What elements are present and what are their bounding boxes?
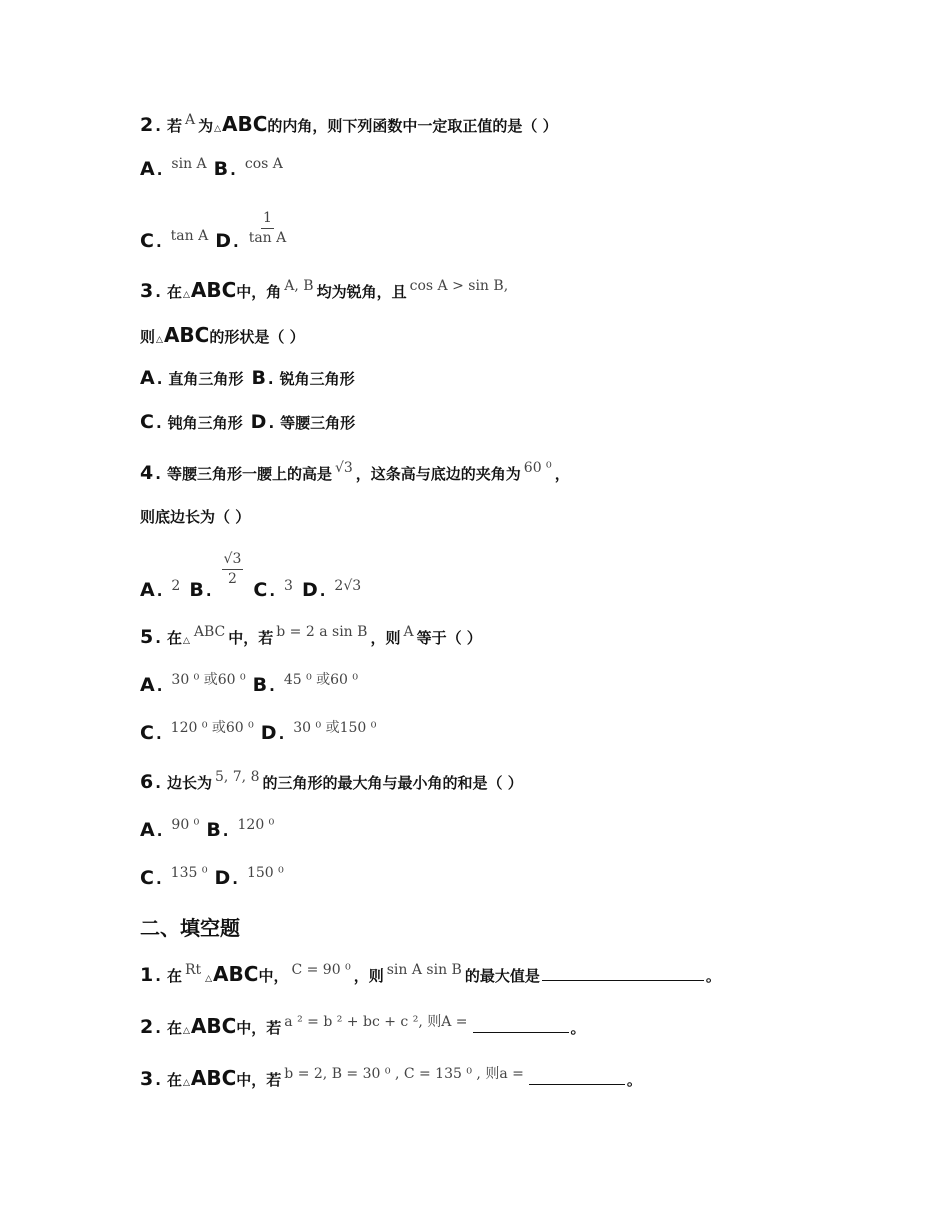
option-label-c: C <box>140 230 154 252</box>
q3-stem-line2 <box>140 323 305 347</box>
q2-abc: ABC <box>222 112 268 136</box>
q3-stem: 3 . 在 △ ABC 中，角 A, B 均为锐角，且 cos A > sin B, <box>140 278 509 302</box>
option-label-d: D <box>260 722 277 744</box>
option-label-c: C <box>253 579 268 601</box>
fraction-numerator: 1 <box>261 210 274 229</box>
q3-option-a-text: 直角三角形 <box>168 370 244 388</box>
f2-text-1: 在 <box>166 1019 182 1037</box>
option-label-c: C <box>140 722 154 744</box>
q2-stem: 2 . 若 A 为 △ ABC 的内角，则下列函数中一定取正值的是（ ） <box>140 112 558 136</box>
q3-text-3: 均为锐角，且 <box>316 283 407 301</box>
answer-blank[interactable] <box>529 1070 625 1085</box>
q5-text-2: 中，若 <box>228 629 274 647</box>
option-label-c: C <box>140 411 154 433</box>
q4-option-d-math: 2√3 <box>334 578 362 594</box>
q5-option-b-math: 45 ⁰ 或60 ⁰ <box>283 672 359 688</box>
question-number: 3 <box>140 280 154 302</box>
q6-option-c-math: 135 ⁰ <box>170 865 208 881</box>
q6-option-d-math: 150 ⁰ <box>246 865 284 881</box>
q2-option-b-math: cos A <box>244 156 283 172</box>
q5-math-condition: b = 2 a sin B <box>276 624 368 640</box>
option-label-b: B <box>251 367 266 389</box>
option-label-c: C <box>140 867 154 889</box>
q4-text-1: 等腰三角形一腰上的高是 <box>166 465 332 483</box>
q4-options: A . 2 B . $\frac{√3}{2}$ C . 3 D . 2√3 <box>140 551 362 601</box>
question-number: 2 <box>140 114 154 136</box>
q6-option-a-math: 90 ⁰ <box>171 817 200 833</box>
option-label-b: B <box>213 158 229 180</box>
q5-stem: 5 . 在 △ ABC 中，若 b = 2 a sin B ，则 A 等于（ ） <box>140 624 482 648</box>
q6-options-ab: A . 90 ⁰ B . 120 ⁰ <box>140 817 275 841</box>
option-label-a: A <box>140 674 155 696</box>
f3-end: 。 <box>626 1071 642 1089</box>
f1-text-2: 中， <box>258 967 289 985</box>
question-number: 4 <box>140 462 154 484</box>
question-number: 6 <box>140 771 154 793</box>
option-label-b: B <box>252 674 268 696</box>
option-label-a: A <box>140 158 155 180</box>
f3-text-1: 在 <box>166 1071 182 1089</box>
option-label-d: D <box>214 867 231 889</box>
q6-text-2: 的三角形的最大角与最小角的和是（ ） <box>262 774 523 792</box>
option-label-d: D <box>215 230 231 252</box>
q5-option-c-math: 120 ⁰ 或60 ⁰ <box>170 720 254 736</box>
q3-option-b-text: 锐角三角形 <box>279 370 355 388</box>
q6-text-1: 边长为 <box>166 774 212 792</box>
fraction-denominator: 2 <box>227 571 237 587</box>
fill-2-stem: 2 . 在 △ ABC 中，若 a ² = b ² + bc + c ², 则A = 。 <box>140 1014 586 1038</box>
section-heading <box>140 912 240 941</box>
fill-1-stem: 1 . 在 Rt △ ABC 中， C = 90 ⁰ ，则 sin A sin B 的最大值是 。 <box>140 962 721 986</box>
q2-text-2: 为 <box>198 117 214 135</box>
q3-math-ab: A, B <box>284 278 314 294</box>
triangle-symbol: △ <box>214 124 222 134</box>
q2-text-3: 的内角，则下列函数中一定取正值的是（ ） <box>267 117 558 135</box>
f1-text-1: 在 <box>166 967 182 985</box>
f2-end: 。 <box>570 1019 586 1037</box>
q2-option-d-fraction <box>249 210 287 246</box>
q4-math-sqrt3: √3 <box>334 460 353 476</box>
q3-line2-text-2: 的形状是（ ） <box>209 328 305 346</box>
option-label-b: B <box>189 579 204 601</box>
q4-text-2: ，这条高与底边的夹角为 <box>355 465 521 483</box>
q2-math-a: A <box>184 112 196 128</box>
q3-options-cd: C . 钝角三角形 D . 等腰三角形 <box>140 411 356 433</box>
q6-option-b-math: 120 ⁰ <box>237 817 275 833</box>
q4-text-3: ， <box>554 465 570 483</box>
f1-math-product: sin A sin B <box>386 962 462 978</box>
q4-stem: 4 . 等腰三角形一腰上的高是 √3 ，这条高与底边的夹角为 60 ⁰ ， <box>140 460 570 484</box>
triangle-symbol: △ <box>182 1078 190 1088</box>
question-number: 2 <box>140 1016 154 1038</box>
option-label-a: A <box>140 367 155 389</box>
q3-text-2: 中，角 <box>236 283 282 301</box>
q5-text-1: 在 <box>166 629 182 647</box>
option-label-d: D <box>301 579 318 601</box>
q3-option-c-text: 钝角三角形 <box>167 414 243 432</box>
triangle-symbol: △ <box>205 974 213 984</box>
q6-stem: 6 . 边长为 5, 7, 8 的三角形的最大角与最小角的和是（ ） <box>140 769 523 793</box>
q5-option-a-math: 30 ⁰ 或60 ⁰ <box>171 672 246 688</box>
q5-text-4: 等于（ ） <box>416 629 482 647</box>
q4-option-b-fraction <box>222 551 244 587</box>
q4-option-a-math: 2 <box>171 578 181 594</box>
q4-math-angle: 60 ⁰ <box>523 460 552 476</box>
q2-option-c-math: tan A <box>170 228 209 244</box>
f1-text-3: ，则 <box>353 967 384 985</box>
f3-text-2: 中，若 <box>236 1071 282 1089</box>
f1-math-rt: Rt <box>184 962 202 978</box>
q3-line2-abc: ABC <box>163 323 210 347</box>
q3-options-ab: A . 直角三角形 B . 锐角三角形 <box>140 367 355 389</box>
q3-math-condition: cos A > sin B, <box>409 278 509 294</box>
q5-options-ab: A . 30 ⁰ 或60 ⁰ B . 45 ⁰ 或60 ⁰ <box>140 674 361 696</box>
triangle-symbol: △ <box>182 290 190 300</box>
q4-line2-text: 则底边长为（ ） <box>140 508 251 526</box>
section-title: 二、填空题 <box>140 916 240 940</box>
f1-abc: ABC <box>213 962 259 986</box>
question-number: 5 <box>140 626 154 648</box>
f2-abc: ABC <box>190 1014 237 1038</box>
q2-options-ab: A . sin A B . cos A <box>140 156 283 180</box>
q5-math-a: A <box>403 624 414 640</box>
answer-blank[interactable] <box>473 1018 569 1033</box>
q3-option-d-text: 等腰三角形 <box>280 414 356 432</box>
option-label-b: B <box>206 819 221 841</box>
f1-end: 。 <box>705 967 721 985</box>
q5-math-abc: ABC <box>193 624 226 640</box>
fill-3-stem: 3 . 在 △ ABC 中，若 b = 2, B = 30 ⁰ , C = 135 ⁰ , 则a = 。 <box>140 1066 642 1090</box>
fraction-numerator: √3 <box>222 551 244 570</box>
q2-options-cd: C . tan A D . $\frac{1}{\text{tan A}}$ <box>140 210 287 252</box>
fraction-denominator: tan A <box>248 230 287 246</box>
q4-option-c-math: 3 <box>284 578 293 594</box>
q4-stem-line2 <box>140 506 250 527</box>
option-label-d: D <box>250 411 267 433</box>
answer-blank[interactable] <box>542 966 704 981</box>
q5-option-d-math: 30 ⁰ 或150 ⁰ <box>293 720 377 736</box>
q3-abc: ABC <box>190 278 237 302</box>
q5-options-cd: C . 120 ⁰ 或60 ⁰ D . 30 ⁰ 或150 ⁰ <box>140 722 379 744</box>
f2-math-condition: a ² = b ² + bc + c ², 则A = <box>284 1014 468 1030</box>
triangle-symbol: △ <box>156 335 163 345</box>
f3-math-condition: b = 2, B = 30 ⁰ , C = 135 ⁰ , 则a = <box>284 1066 524 1082</box>
question-number: 1 <box>140 964 154 986</box>
q2-text-1: 若 <box>166 117 182 135</box>
q6-math-sides: 5, 7, 8 <box>214 769 260 785</box>
triangle-symbol: △ <box>182 636 190 646</box>
option-label-a: A <box>140 579 155 601</box>
f1-text-4: 的最大值是 <box>464 967 540 985</box>
q6-options-cd: C . 135 ⁰ D . 150 ⁰ <box>140 865 284 889</box>
q5-text-3: ，则 <box>370 629 401 647</box>
f1-math-angle: C = 90 ⁰ <box>291 962 351 978</box>
f2-text-2: 中，若 <box>236 1019 282 1037</box>
triangle-symbol: △ <box>182 1026 190 1036</box>
option-label-a: A <box>140 819 155 841</box>
q3-line2-text-1: 则 <box>140 328 156 346</box>
q2-option-a-math: sin A <box>171 156 207 172</box>
f3-abc: ABC <box>190 1066 237 1090</box>
question-number: 3 <box>140 1068 154 1090</box>
q3-text-1: 在 <box>166 283 182 301</box>
